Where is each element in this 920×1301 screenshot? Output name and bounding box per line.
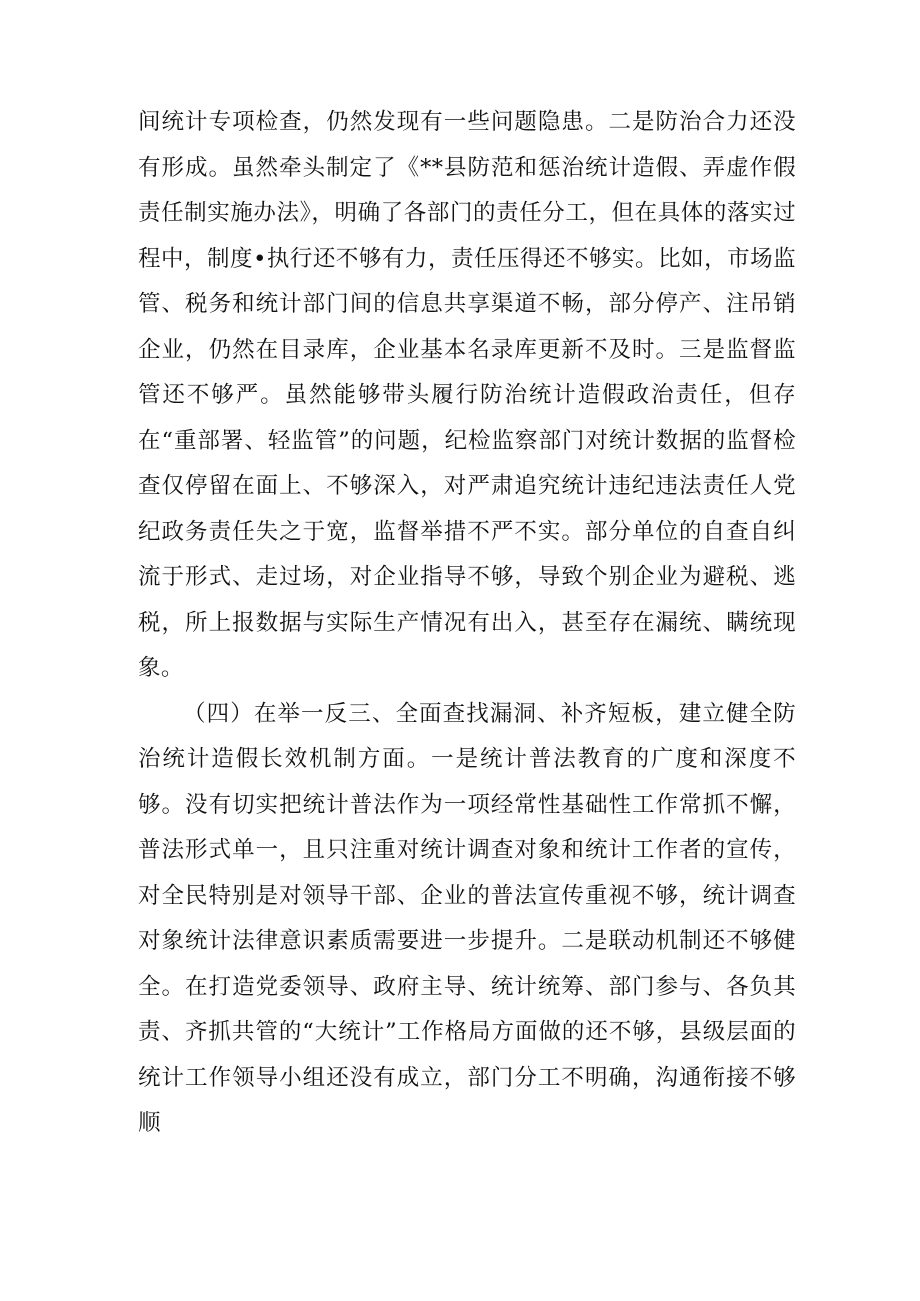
paragraph-2: （四）在举一反三、全面查找漏洞、补齐短板，建立健全防治统计造假长效机制方面。一是统计普法教育的广度和深度不够。没有切实把统计普法作为一项经常性基础性工作常抓不懈，普法形式单一，且只注重对统计调查对象和统计工作者的宣传，对全民特别是对领导干部、企业的普法宣传重视不够，统计调查对象统计法律意识素质需要进一步提升。二是联动机制还不够健全。在打造党委领导、政府主导、统计统筹、部门参与、各负其责、齐抓共管的“大统计”工作格局方面做的还不够，县级层面的统计工作领导小组还没有成立，部门分工不明确，沟通衔接不够顺 xyxy=(138,700,796,1136)
paragraph-1: 间统计专项检查，仍然发现有一些问题隐患。二是防治合力还没有形成。虽然牵头制定了《**县防范和惩治统计造假、弄虚作假责任制实施办法》，明确了各部门的责任分工，但在具体的落实过程中，制度•执行还不够有力，责任压得还不够实。比如，市场监管、税务和统计部门间的信息共享渠道不畅，部分停产、注吊销企业，仍然在目录库，企业基本名录库更新不及时。三是监督监管还不够严。虽然能够带头履行防治统计造假政治责任，但存在“重部署、轻监管”的问题，纪检监察部门对统计数据的监督检查仅停留在面上、不够深入，对严肃追究统计违纪违法责任人党纪政务责任失之于宽，监督举措不严不实。部分单位的自查自纠流于形式、走过场，对企业指导不够，导致个别企业为避税、逃税，所上报数据与实际生产情况有出入，甚至存在漏统、瞒统现象。 xyxy=(138,109,796,681)
document-body xyxy=(138,100,796,1147)
